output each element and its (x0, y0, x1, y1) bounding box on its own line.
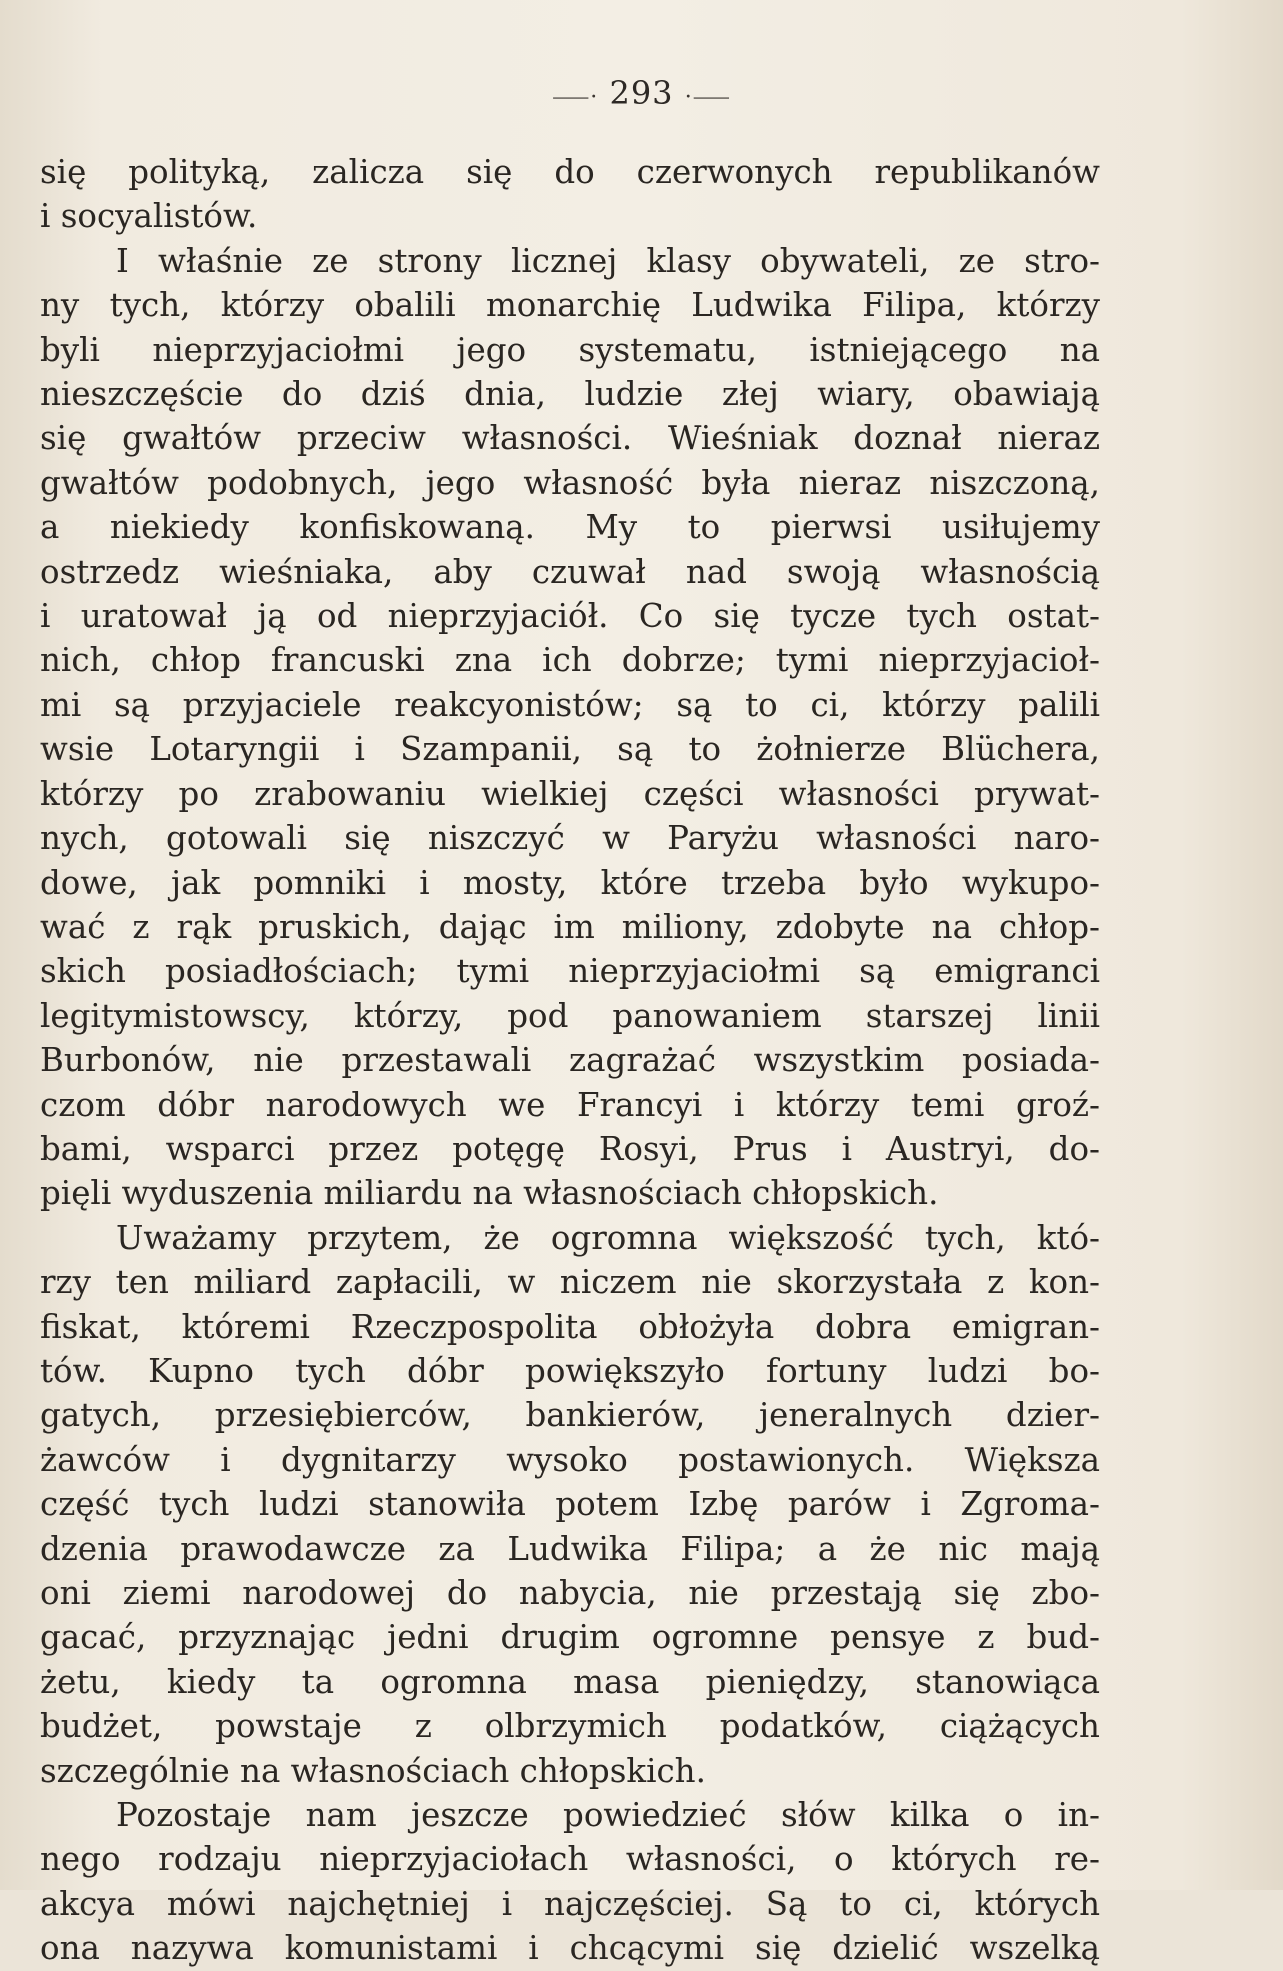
text-line: gacać, przyznając jedni drugim ogromne pensye z bud- (40, 1618, 1100, 1657)
text-line: część tych ludzi stanowiła potem Izbę parów i Zgroma- (40, 1485, 1100, 1524)
text-line: szczególnie na własnościach chłopskich. (40, 1751, 706, 1790)
text-line: byli nieprzyjaciołmi jego systematu, istniejącego na (40, 330, 1100, 369)
text-line: i uratował ją od nieprzyjaciół. Co się tycze tych ostat- (40, 597, 1100, 636)
text-line: dowe, jak pomniki i mosty, które trzeba było wykupo- (40, 863, 1100, 902)
text-line: I właśnie ze strony licznej klasy obywateli, ze stro- (116, 241, 1100, 280)
text-line: oni ziemi narodowej do nabycia, nie przestają się zbo- (40, 1574, 1100, 1612)
text-line: gwałtów podobnych, jego własność była nieraz niszczoną, (40, 463, 1100, 502)
text-line: którzy po zrabowaniu wielkiej części własności prywat- (40, 774, 1100, 813)
text-line: ostrzedz wieśniaka, aby czuwał nad swoją własnością (40, 552, 1100, 591)
text-line: tów. Kupno tych dóbr powiększyło fortuny ludzi bo- (40, 1351, 1100, 1390)
text-line: nich, chłop francuski zna ich dobrze; tymi nieprzyjacioł- (40, 641, 1100, 680)
text-line: wsie Lotaryngii i Szampanii, są to żołnierze Blüchera, (40, 730, 1100, 769)
text-line: ona nazywa komunistami i chcącymi się dzielić wszelką (40, 1929, 1100, 1968)
text-line: ny tych, którzy obalili monarchię Ludwika Filipa, którzy (40, 286, 1100, 325)
page-number: 293 (609, 74, 674, 112)
text-line: i socyalistów. (40, 197, 258, 236)
text-line: żetu, kiedy ta ogromna masa pieniędzy, stanowiąca (40, 1662, 1100, 1701)
text-line: nych, gotowali się niszczyć w Paryżu własności naro- (40, 819, 1100, 858)
text-line: Pozostaje nam jeszcze powiedzieć słów kilka o in- (116, 1796, 1100, 1835)
text-line: fiskat, któremi Rzeczpospolita obłożyła dobra emigran- (40, 1307, 1100, 1346)
text-line: bami, wsparci przez potęgę Rosyi, Prus i Austryi, do- (40, 1129, 1100, 1168)
text-line: akcya mówi najchętniej i najczęściej. Są to ci, których (40, 1884, 1100, 1923)
text-line: się polityką, zalicza się do czerwonych republikanów (40, 153, 1100, 191)
header-ornament-left: ⸺· (552, 85, 599, 110)
body-text (40, 150, 1100, 1971)
text-line: skich posiadłościach; tymi nieprzyjaciołmi są emigranci (40, 952, 1100, 991)
text-line: Burbonów, nie przestawali zagrażać wszystkim posiada- (40, 1041, 1100, 1080)
text-line: a niekiedy konfiskowaną. My to pierwsi usiłujemy (40, 508, 1100, 547)
text-line: rzy ten miliard zapłacili, w niczem nie skorzystała z kon- (40, 1263, 1100, 1302)
text-line: dzenia prawodawcze za Ludwika Filipa; a że nic mają (40, 1529, 1100, 1568)
text-line: Uważamy przytem, że ogromna większość tych, któ- (116, 1218, 1100, 1257)
text-line: się gwałtów przeciw własności. Wieśniak doznał nieraz (40, 419, 1100, 458)
text-line: żawców i dygnitarzy wysoko postawionych. Większa (40, 1440, 1100, 1479)
text-line: wać z rąk pruskich, dając im miliony, zdobyte na chłop- (40, 907, 1100, 946)
text-line: gatych, przesiębierców, bankierów, jeneralnych dzier- (40, 1396, 1100, 1435)
text-line: czom dóbr narodowych we Francyi i którzy temi groź- (40, 1085, 1100, 1124)
header-ornament-right: ·⸺ (684, 85, 731, 110)
page-header (0, 74, 1283, 112)
text-line: nieszczęście do dziś dnia, ludzie złej wiary, obawiają (40, 375, 1100, 414)
text-line: mi są przyjaciele reakcyonistów; są to ci, którzy palili (40, 685, 1100, 724)
text-line: nego rodzaju nieprzyjaciołach własności, o których re- (40, 1840, 1100, 1879)
text-line: legitymistowscy, którzy, pod panowaniem starszej linii (40, 996, 1100, 1035)
text-line: budżet, powstaje z olbrzymich podatków, ciążących (40, 1707, 1100, 1746)
text-line: pięli wyduszenia miliardu na własnościach chłopskich. (40, 1174, 939, 1213)
